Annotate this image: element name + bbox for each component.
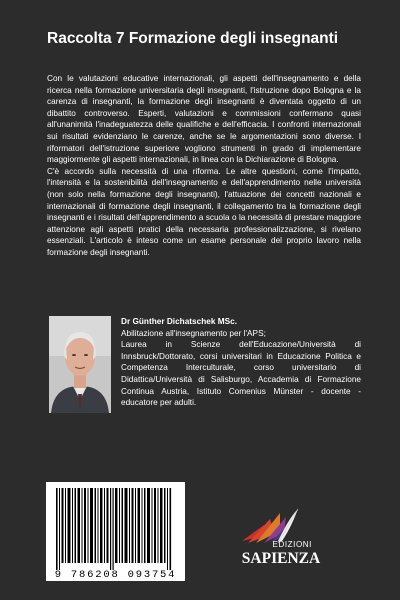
publisher-line1: EDIZIONI [272, 540, 312, 549]
book-abstract: Con le valutazioni educative internazionali, gli aspetti dell'insegnamento e della ricerca nella formazione universitaria degli insegnanti, l'istruzione dopo Bologna e la carenza di insegnanti, la formazione degli insegnanti è diventata oggetto di un dibattito controverso. Esperti, valutazioni e commissioni confermano quasi all'unanimità l'inadeguatezza delle qualifiche e dell'efficacia. I confronti internazionali sui risultati evidenziano le carenze, anche se le argomentazioni sono diverse. I riformatori dell'istruzione superiore vogliono strumenti in grado di implementare maggiormente gli aspetti internazionali, in linea con la Dichiarazione di Bologna. C'è accordo sulla necessità di una riforma. Le altre questioni, come l'impatto, l'intensità e la sostenibilità dell'insegnamento e dell'apprendimento nelle università (non solo nella formazione degli insegnanti), l'attuazione dei concetti nazionali e internazionali di formazione degli insegnanti, il collegamento tra la formazione degli insegnanti e i risultati dell'apprendimento a scuola o la necessità di prestare maggiore attenzione agli aspetti pratici della necessaria professionalizzazione, si rivelano essenziali. L'articolo è inteso come un esame personale del proprio lavoro nella formazione degli insegnanti. [47, 74, 361, 257]
author-bio: Abilitazione all'insegnamento per l'APS; Laurea in Scienze dell'Educazione/Università di Innsbruck/Dottorato, corsi universitari in Educazione Politica e Competenza Interculturale, corso universitario di Didattica/Università di Salisburgo, Accademia di Formazione Continua Austria, Istituto Comenius Münster - docente - educatore per adulti. [121, 328, 361, 408]
author-name: Dr Günther Dichatschek MSc. [121, 317, 237, 326]
isbn-barcode [46, 482, 185, 581]
publisher-line2: SAPIENZA [241, 550, 321, 567]
author-photo [49, 316, 111, 413]
isbn-digits: 9 786208 093754 [54, 569, 177, 581]
publisher-logo-image [234, 505, 329, 569]
author-portrait-image [49, 316, 111, 413]
barcode-image [46, 482, 185, 581]
publisher-logo [234, 505, 329, 569]
book-title: Raccolta 7 Formazione degli insegnanti [47, 30, 339, 47]
author-bio-block [121, 316, 361, 409]
